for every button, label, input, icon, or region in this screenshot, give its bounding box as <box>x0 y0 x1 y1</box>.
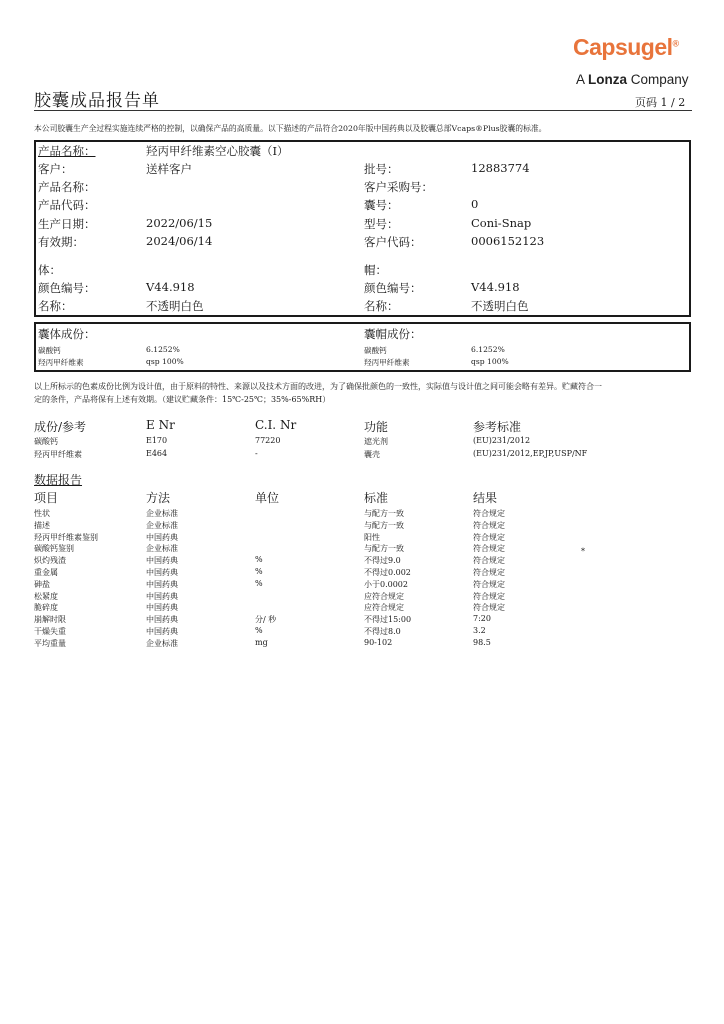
ingredient-row-ci: - <box>255 449 258 458</box>
cap-ingredient-name: 羟丙甲纤维素 <box>364 358 410 367</box>
capsule-size-label: 囊号： <box>364 198 399 212</box>
body-color-name-value: 不透明白色 <box>146 299 204 313</box>
report-cell-result: 7:20 <box>473 614 491 624</box>
report-cell-item: 羟丙甲纤维素鉴别 <box>34 532 98 542</box>
report-cell-result: 符合规定 <box>473 520 505 530</box>
cap-ingredient-name: 碳酸钙 <box>364 346 387 355</box>
product-code-label: 产品代码： <box>38 198 96 212</box>
report-cell-method: 中国药典 <box>146 532 178 542</box>
body-ingredient-value: 6.1252% <box>146 345 180 354</box>
report-cell-standard: 不得过15:00 <box>364 615 412 625</box>
report-cell-unit: % <box>255 555 263 565</box>
color-disclaimer-line-2: 定的条件，产品将保有上述有效期。（建议贮藏条件：15℃-25℃；35%-65%RH） <box>34 395 331 404</box>
cap-composition-title: 囊帽成份： <box>364 327 422 341</box>
color-disclaimer-line-1: 以上所标示的色素成份比例为设计值，由于原料的特性、来源以及技术方面的改进，为了确保批颜色的一致性，实际值与设计值之间可能会略有差异。贮藏符合一 <box>34 382 602 391</box>
report-cell-unit: % <box>255 626 263 635</box>
batch-label: 批号： <box>364 162 399 176</box>
type-label: 型号： <box>364 217 399 231</box>
cap-color-name-value: 不透明白色 <box>471 299 529 313</box>
report-cell-standard: 应符合规定 <box>364 603 404 613</box>
report-cell-item: 崩解时限 <box>34 615 66 625</box>
report-cell-method: 中国药典 <box>146 579 178 589</box>
report-cell-standard: 不得过9.0 <box>364 556 401 566</box>
report-cell-standard: 阳性 <box>364 532 380 542</box>
report-cell-method: 中国药典 <box>146 568 178 577</box>
data-report-title: 数据报告 <box>34 473 83 487</box>
product-name-label: 产品名称： <box>38 144 96 158</box>
body-color-value: V44.918 <box>146 280 195 294</box>
report-cell-standard: 与配方一致 <box>364 544 404 554</box>
composition-box <box>34 322 691 372</box>
report-cell-standard: 应符合规定 <box>364 591 404 601</box>
report-cell-result: 符合规定 <box>473 591 505 601</box>
customer-value: 送样客户 <box>146 162 192 176</box>
lonza-company-tagline: A Lonza Company <box>576 72 689 87</box>
ingredient-row-enr: E170 <box>146 436 168 445</box>
report-cell-item: 碳酸钙鉴别 <box>34 544 74 554</box>
report-cell-method: 中国药典 <box>146 615 178 625</box>
report-cell-result: 符合规定 <box>473 509 505 518</box>
type-value: Coni-Snap <box>471 216 532 230</box>
report-cell-result: 符合规定 <box>473 532 505 542</box>
report-cell-result: 符合规定 <box>473 568 505 577</box>
expiry-label: 有效期： <box>38 235 84 249</box>
customer-po-label: 客户采购号： <box>364 180 433 194</box>
manufacture-date-label: 生产日期： <box>38 217 96 231</box>
report-cell-item: 干燥失重 <box>34 627 66 636</box>
report-cell-item: 性状 <box>34 509 50 518</box>
body-label: 体： <box>38 263 61 277</box>
body-composition-title: 囊体成份： <box>38 327 96 341</box>
customer-label: 客户： <box>38 162 73 176</box>
report-header-standard: 标准 <box>364 491 389 505</box>
report-cell-result: 3.2 <box>473 626 486 635</box>
report-header-method: 方法 <box>146 491 171 505</box>
capsule-size-value: 0 <box>471 197 479 211</box>
report-cell-unit: 分/ 秒 <box>255 615 277 625</box>
report-cell-result: 符合规定 <box>473 556 505 566</box>
product-name-value: 羟丙甲纤维素空心胶囊（I） <box>146 144 289 158</box>
intro-statement: 本公司胶囊生产全过程实施连续严格的控制，以确保产品的高质量。以下描述的产品符合2020年版中国药典以及胶囊总部Vcaps®Plus胶囊的标准。 <box>34 124 547 133</box>
ingredient-row-name: 碳酸钙 <box>34 437 58 446</box>
report-cell-item: 砷盐 <box>34 579 50 589</box>
ingredient-header-ref: 成份/参考 <box>34 420 87 434</box>
cap-ingredient-value: 6.1252% <box>471 345 505 354</box>
report-cell-unit: % <box>255 578 263 588</box>
cap-label: 帽： <box>364 263 387 277</box>
body-ingredient-value: qsp 100% <box>146 357 184 366</box>
body-color-label: 颜色编号： <box>38 281 96 295</box>
ingredient-row-name: 羟丙甲纤维素 <box>34 450 82 459</box>
ingredient-row-standard: (EU)231/2012 <box>473 436 531 445</box>
manufacture-date-value: 2022/06/15 <box>146 216 213 230</box>
report-cell-standard: 小于0.0002 <box>364 579 408 589</box>
report-cell-item: 重金属 <box>34 568 58 577</box>
report-cell-item: 脆碎度 <box>34 603 58 613</box>
report-cell-method: 中国药典 <box>146 603 178 613</box>
report-cell-method: 企业标准 <box>146 638 178 648</box>
report-cell-result: 符合规定 <box>473 603 505 613</box>
ingredient-row-standard: (EU)231/2012,EP,JP,USP/NF <box>473 449 588 458</box>
cap-color-label: 颜色编号： <box>364 281 422 295</box>
report-cell-standard: 不得过0.002 <box>364 568 411 577</box>
ingredient-row-function: 遮光剂 <box>364 437 388 446</box>
ingredient-header-function: 功能 <box>364 420 389 434</box>
ingredient-header-enr: E Nr <box>146 418 175 432</box>
report-cell-standard: 与配方一致 <box>364 520 404 530</box>
expiry-value: 2024/06/14 <box>146 234 213 248</box>
report-cell-item: 平均重量 <box>34 638 66 648</box>
report-cell-unit: mg <box>255 637 268 647</box>
report-cell-method: 企业标准 <box>146 544 178 554</box>
body-color-name-label: 名称： <box>38 299 73 313</box>
report-cell-item: 松紧度 <box>34 591 58 601</box>
report-cell-unit: % <box>255 567 263 576</box>
body-ingredient-name: 碳酸钙 <box>38 346 61 355</box>
report-cell-method: 企业标准 <box>146 520 178 530</box>
report-cell-method: 中国药典 <box>146 591 178 601</box>
header-divider <box>34 110 692 111</box>
asterisk-mark: * <box>581 547 585 556</box>
ingredient-header-standard: 参考标准 <box>473 420 522 434</box>
customer-code-label: 客户代码： <box>364 235 422 249</box>
report-cell-standard: 90-102 <box>364 637 393 647</box>
ingredient-row-enr: E464 <box>146 449 168 458</box>
report-cell-result: 符合规定 <box>473 544 505 554</box>
report-cell-standard: 不得过8.0 <box>364 627 401 636</box>
report-cell-result: 符合规定 <box>473 579 505 589</box>
report-cell-item: 炽灼残渣 <box>34 556 66 566</box>
report-cell-result: 98.5 <box>473 637 491 647</box>
cap-color-name-label: 名称： <box>364 299 399 313</box>
batch-value: 12883774 <box>471 161 530 175</box>
body-ingredient-name: 羟丙甲纤维素 <box>38 358 84 367</box>
report-header-unit: 单位 <box>255 491 280 505</box>
report-cell-method: 中国药典 <box>146 556 178 566</box>
customer-code-value: 0006152123 <box>471 234 545 248</box>
report-cell-method: 企业标准 <box>146 509 178 518</box>
cap-color-value: V44.918 <box>471 280 520 294</box>
ingredient-row-ci: 77220 <box>255 436 281 445</box>
report-cell-item: 描述 <box>34 520 50 530</box>
page-number: 页码 1 / 2 <box>635 96 686 109</box>
product-info-box <box>34 140 691 317</box>
product-name-label-2: 产品名称： <box>38 180 96 194</box>
report-header-item: 项目 <box>34 491 59 505</box>
document-title: 胶囊成品报告单 <box>34 91 160 111</box>
report-cell-standard: 与配方一致 <box>364 509 404 518</box>
ingredient-row-function: 囊壳 <box>364 450 380 459</box>
report-header-result: 结果 <box>473 491 498 505</box>
report-cell-method: 中国药典 <box>146 627 178 636</box>
cap-ingredient-value: qsp 100% <box>471 357 509 366</box>
capsugel-logo: Capsugel® <box>573 34 679 60</box>
ingredient-header-ci: C.I. Nr <box>255 418 297 432</box>
